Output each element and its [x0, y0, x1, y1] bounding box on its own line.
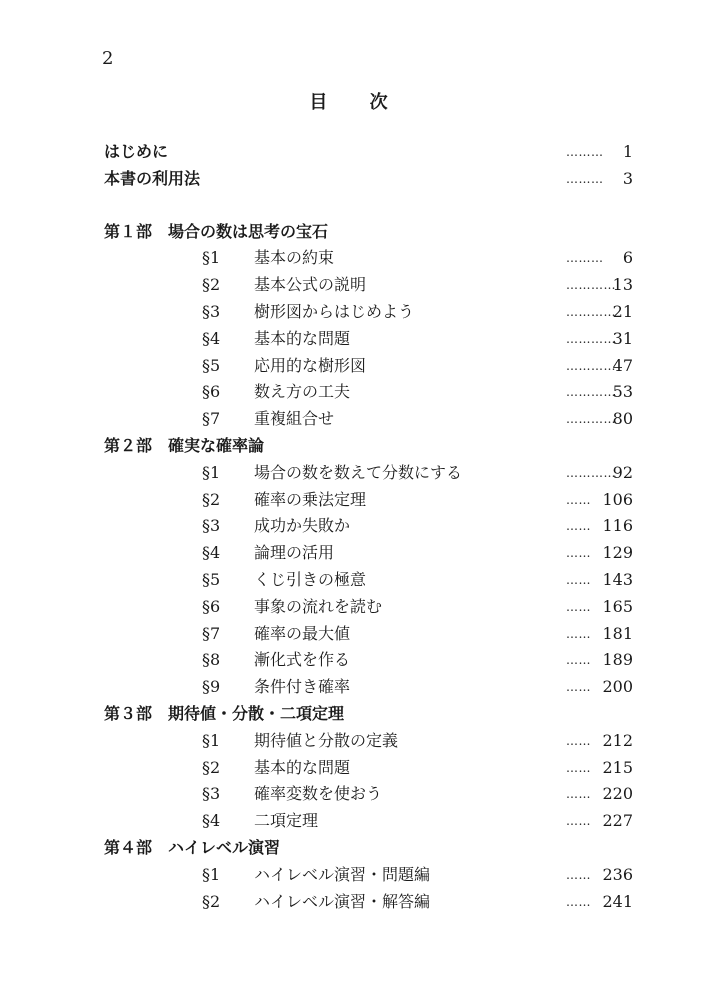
- section-page: 116: [602, 516, 633, 536]
- section-entry: [0, 567, 705, 593]
- section-page: 31: [612, 328, 633, 348]
- entry-page: 3: [622, 168, 633, 188]
- section-page: 143: [602, 570, 633, 589]
- section-number: §7: [202, 623, 221, 643]
- section-number: §9: [202, 677, 221, 697]
- section-title: 確率の乗法定理: [254, 489, 367, 509]
- section-number: §6: [202, 382, 221, 402]
- section-page: 129: [602, 543, 633, 563]
- section-title: 基本的な問題: [254, 757, 351, 777]
- dot-leader: ………: [566, 145, 604, 159]
- section-number: §1: [202, 248, 221, 268]
- section-entry: [0, 487, 705, 513]
- dot-leader: ………: [566, 251, 604, 266]
- section-page: 241: [602, 891, 633, 911]
- dot-leader: ……: [566, 573, 591, 587]
- section-title: 重複組合せ: [254, 409, 335, 429]
- section-page: 13: [612, 275, 633, 295]
- section-entry: [0, 674, 705, 700]
- section-title: 漸化式を作る: [254, 650, 351, 670]
- toc-title: 目 次: [309, 92, 406, 113]
- section-number: §1: [202, 864, 221, 884]
- part-number: 第４部: [104, 838, 153, 857]
- section-page: 212: [602, 730, 633, 750]
- section-entry: [0, 621, 705, 647]
- section-number: §4: [202, 811, 221, 831]
- dot-leader: ……: [566, 733, 591, 748]
- section-title: 成功か失敗か: [254, 516, 351, 536]
- part-title: 期待値・分散・二項定理: [168, 704, 345, 723]
- dot-leader: ……: [566, 760, 591, 775]
- section-title: 基本公式の説明: [254, 275, 367, 295]
- section-number: §2: [202, 757, 221, 777]
- section-entry: [0, 647, 705, 673]
- section-entry: [0, 353, 705, 379]
- section-number: §1: [202, 462, 221, 482]
- dot-leader: …………: [566, 305, 616, 319]
- section-page: 200: [602, 677, 633, 697]
- dot-leader: ……: [566, 546, 591, 561]
- section-number: §2: [202, 489, 221, 509]
- section-page: 165: [602, 596, 633, 616]
- section-page: 189: [602, 650, 633, 670]
- section-entry: [0, 513, 705, 539]
- dot-leader: …………: [566, 358, 616, 373]
- dot-leader: ……: [566, 492, 591, 507]
- section-number: §8: [202, 650, 221, 670]
- section-number: §2: [202, 891, 221, 911]
- section-entry: [0, 299, 705, 325]
- part-heading: [0, 219, 705, 245]
- section-entry: [0, 594, 705, 620]
- section-title: 基本的な問題: [254, 328, 351, 348]
- dot-leader: ……: [566, 626, 591, 641]
- entry-title: はじめに: [104, 142, 169, 161]
- part-title: 場合の数は思考の宝石: [168, 221, 329, 241]
- section-title: 応用的な樹形図: [254, 355, 367, 375]
- part-number: 第３部: [104, 704, 153, 723]
- section-number: §3: [202, 302, 221, 321]
- front-matter-entry: [0, 139, 705, 165]
- section-page: 47: [612, 355, 633, 375]
- part-number: 第２部: [104, 436, 153, 455]
- section-number: §7: [202, 409, 221, 429]
- section-entry: [0, 379, 705, 405]
- section-entry: [0, 540, 705, 566]
- section-title: 確率の最大値: [254, 623, 351, 643]
- dot-leader: ………: [566, 171, 604, 186]
- section-page: 80: [612, 409, 633, 429]
- section-number: §1: [202, 730, 221, 750]
- section-title: 事象の流れを読む: [254, 596, 383, 616]
- section-number: §6: [202, 596, 221, 616]
- part-heading: [0, 433, 705, 459]
- section-title: 条件付き確率: [254, 677, 351, 697]
- section-title: 論理の活用: [254, 543, 335, 563]
- section-page: 92: [612, 462, 633, 482]
- dot-leader: ……: [566, 894, 591, 909]
- section-page: 236: [602, 864, 633, 884]
- section-number: §3: [202, 784, 221, 804]
- section-entry: [0, 889, 705, 915]
- section-entry: [0, 272, 705, 298]
- dot-leader: ……: [566, 599, 591, 614]
- section-page: 6: [622, 248, 633, 268]
- section-title: 確率変数を使おう: [254, 784, 383, 804]
- entry-title: 本書の利用法: [104, 168, 201, 188]
- section-entry: [0, 781, 705, 807]
- dot-leader: …………: [566, 331, 616, 346]
- dot-leader: ……: [566, 519, 591, 534]
- dot-leader: ……: [566, 653, 591, 668]
- section-title: 樹形図からはじめよう: [254, 302, 415, 321]
- dot-leader: …………: [566, 385, 616, 400]
- section-number: §5: [202, 355, 221, 375]
- section-page: 215: [602, 757, 633, 777]
- section-number: §3: [202, 516, 221, 536]
- section-title: 二項定理: [254, 811, 319, 831]
- part-heading: [0, 701, 705, 727]
- part-heading: [0, 835, 705, 861]
- dot-leader: ……: [566, 787, 591, 802]
- section-page: 106: [602, 489, 633, 509]
- dot-leader: …………: [566, 465, 616, 480]
- section-page: 227: [602, 811, 633, 831]
- part-title: ハイレベル演習: [168, 838, 281, 857]
- dot-leader: ……: [566, 814, 591, 829]
- section-entry: [0, 862, 705, 888]
- section-entry: [0, 808, 705, 834]
- section-title: くじ引きの極意: [254, 570, 367, 589]
- part-title: 確実な確率論: [168, 436, 265, 455]
- section-title: ハイレベル演習・解答編: [254, 891, 431, 911]
- section-entry: [0, 245, 705, 271]
- section-entry: [0, 460, 705, 486]
- section-page: 220: [602, 784, 633, 804]
- section-page: 181: [602, 623, 633, 643]
- section-title: 場合の数を数えて分数にする: [254, 462, 463, 482]
- dot-leader: ……: [566, 680, 591, 695]
- section-title: 基本の約束: [254, 248, 335, 268]
- section-title: ハイレベル演習・問題編: [254, 864, 431, 884]
- front-matter-entry: [0, 166, 705, 192]
- part-number: 第１部: [104, 221, 153, 241]
- entry-page: 1: [622, 142, 633, 161]
- section-number: §4: [202, 328, 221, 348]
- dot-leader: ……: [566, 867, 591, 882]
- section-entry: [0, 326, 705, 352]
- section-entry: [0, 755, 705, 781]
- section-number: §5: [202, 570, 221, 589]
- dot-leader: …………: [566, 412, 616, 427]
- section-number: §2: [202, 275, 221, 295]
- dot-leader: …………: [566, 278, 616, 293]
- section-page: 21: [612, 302, 633, 321]
- section-page: 53: [612, 382, 633, 402]
- section-title: 期待値と分散の定義: [254, 730, 399, 750]
- section-entry: [0, 728, 705, 754]
- section-title: 数え方の工夫: [254, 382, 351, 402]
- page-number: 2: [102, 48, 114, 69]
- section-number: §4: [202, 543, 221, 563]
- section-entry: [0, 406, 705, 432]
